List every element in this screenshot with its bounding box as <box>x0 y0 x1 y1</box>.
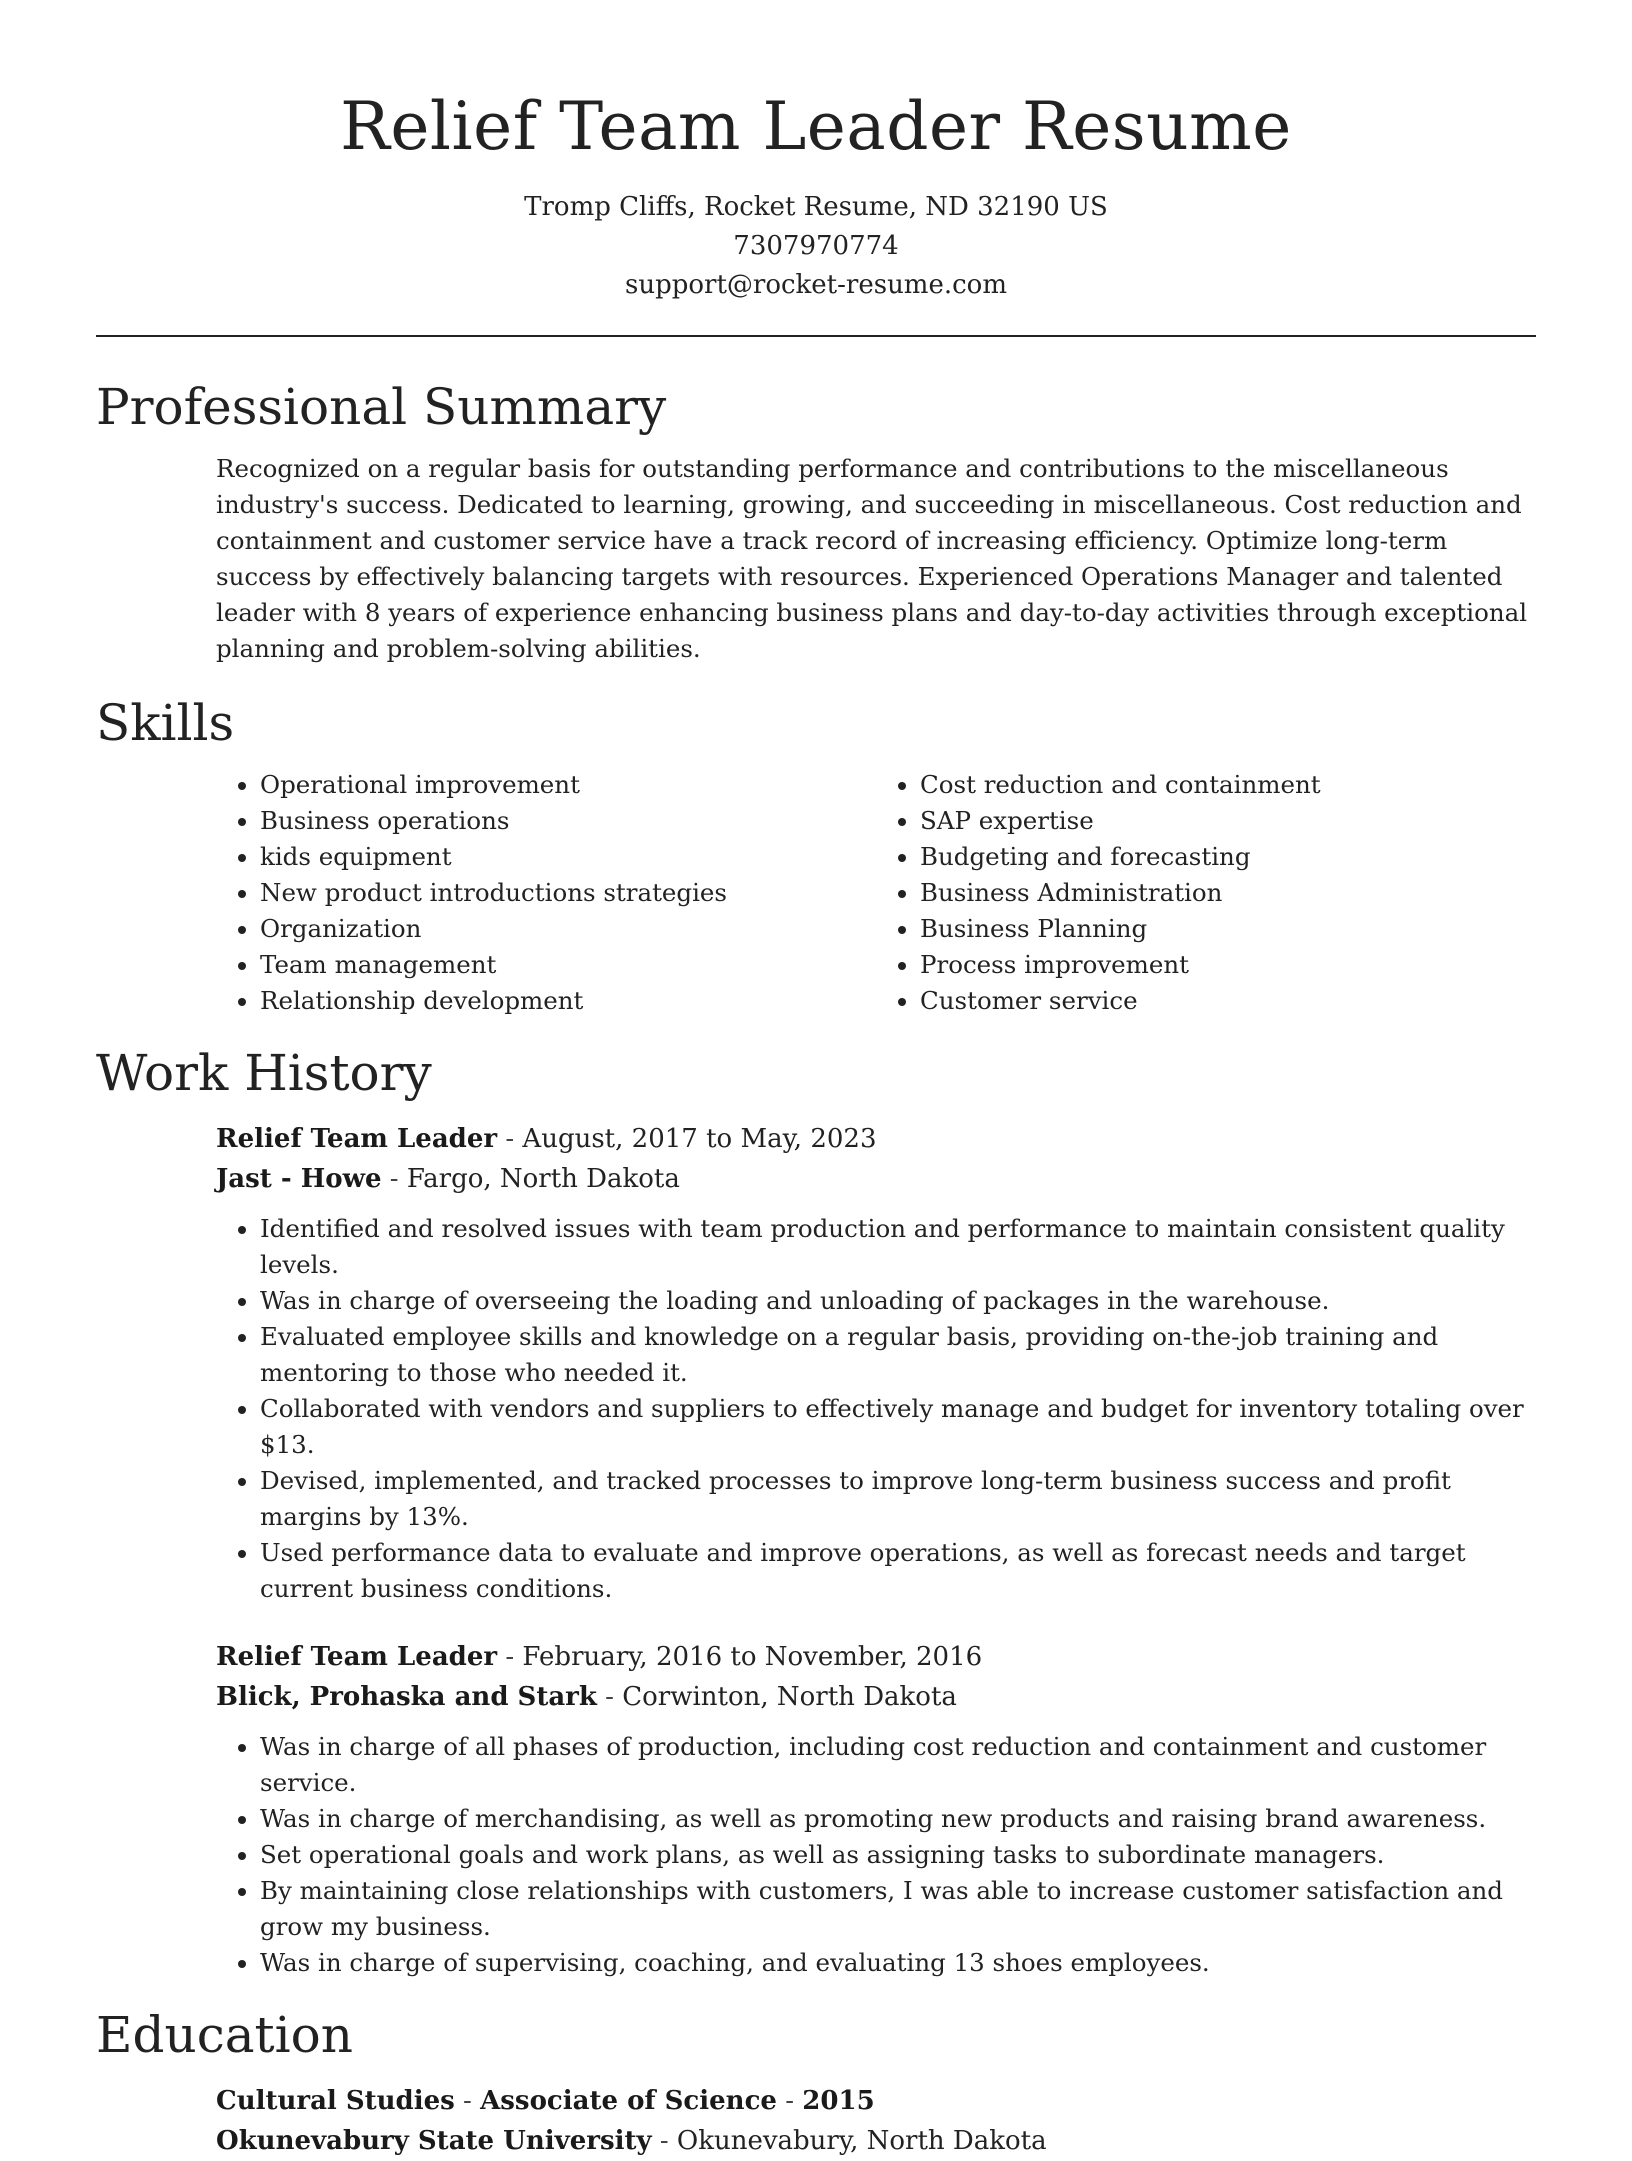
header-divider <box>96 335 1536 337</box>
summary-heading: Professional Summary <box>96 378 667 436</box>
skill-item: • Budgeting and forecasting <box>920 839 1536 875</box>
job-bullet: • Was in charge of all phases of production, including cost reduction and containment and customer service. <box>260 1729 1536 1801</box>
job-bullets <box>216 1211 1536 1607</box>
education-degree-line <box>216 2081 1536 2121</box>
contact-address: Tromp Cliffs, Rocket Resume, ND 32190 US <box>524 192 1108 222</box>
job-bullet: • Evaluated employee skills and knowledge on a regular basis, providing on-the-job training and mentoring to those who needed it. <box>260 1319 1536 1391</box>
skill-item: • Operational improvement <box>260 767 876 803</box>
job-bullets <box>216 1729 1536 1981</box>
skill-item: • SAP expertise <box>920 803 1536 839</box>
skill-item: • Process improvement <box>920 947 1536 983</box>
job-title: Relief Team Leader <box>216 1642 498 1672</box>
education-year: 2015 <box>802 2086 875 2116</box>
contact-email: support@rocket-resume.com <box>624 270 1007 300</box>
separator: - <box>596 1682 623 1712</box>
job-bullet: • Was in charge of overseeing the loading and unloading of packages in the warehouse. <box>260 1283 1536 1319</box>
job-bullet: • Devised, implemented, and tracked processes to improve long-term business success and profit margins by 13%. <box>260 1463 1536 1535</box>
education-location: Okunevabury, North Dakota <box>676 2126 1047 2156</box>
job-company-line <box>216 1159 1536 1199</box>
job-entry <box>216 1119 1536 1199</box>
skill-item: • Business Planning <box>920 911 1536 947</box>
skill-item: • Organization <box>260 911 876 947</box>
skills-list-right <box>876 767 1536 1019</box>
education-degree: Associate of Science <box>480 2086 777 2116</box>
job-bullet: • Identified and resolved issues with team production and performance to maintain consistent quality levels. <box>260 1211 1536 1283</box>
job-company: Jast - Howe <box>216 1164 382 1194</box>
skill-item: • Business Administration <box>920 875 1536 911</box>
job-dates: February, 2016 to November, 2016 <box>522 1642 983 1672</box>
summary-text: Recognized on a regular basis for outstanding performance and contributions to the miscellaneous industry's success. Dedicated to learning, growing, and succeeding in miscellaneous. Cost reduction and containment and customer service have a track record of increasing efficiency. Optimize long-term success by effectively balancing targets with resources. Experienced Operations Manager and talented leader with 8 years of experience enhancing business plans and day-to-day activities through exceptional planning and problem-solving abilities. <box>216 454 1528 663</box>
separator: - <box>497 1124 523 1154</box>
education-field: Cultural Studies <box>216 2086 455 2116</box>
separator: - <box>776 2086 803 2116</box>
job-title: Relief Team Leader <box>216 1124 498 1154</box>
education-heading: Education <box>96 2006 353 2064</box>
skill-item: • Relationship development <box>260 983 876 1019</box>
job-bullet: • Was in charge of merchandising, as well as promoting new products and raising brand awareness. <box>260 1801 1536 1837</box>
job-bullet: • By maintaining close relationships with customers, I was able to increase customer satisfaction and grow my business. <box>260 1873 1536 1945</box>
skills-section <box>96 691 1536 1019</box>
job-entry <box>216 1637 1536 1717</box>
education-school-line <box>216 2121 1536 2161</box>
separator: - <box>497 1642 523 1672</box>
skill-item: • Cost reduction and containment <box>920 767 1536 803</box>
skills-grid <box>216 767 1536 1019</box>
education-section <box>96 2003 1536 2161</box>
job-location: Fargo, North Dakota <box>406 1164 680 1194</box>
resume-page <box>96 0 1536 2161</box>
separator: - <box>454 2086 481 2116</box>
job-bullet: • Used performance data to evaluate and improve operations, as well as forecast needs and target current business conditions. <box>260 1535 1536 1607</box>
work-heading: Work History <box>96 1044 432 1102</box>
skills-heading: Skills <box>96 694 235 752</box>
job-dates: August, 2017 to May, 2023 <box>522 1124 877 1154</box>
skill-item: • Customer service <box>920 983 1536 1019</box>
contact-phone: 7307970774 <box>733 231 899 261</box>
job-title-line <box>216 1637 1536 1677</box>
contact-block <box>96 188 1536 305</box>
job-bullet: • Collaborated with vendors and suppliers to effectively manage and budget for inventory totaling over $13. <box>260 1391 1536 1463</box>
summary-section <box>96 375 1536 667</box>
work-section <box>96 1041 1536 1981</box>
page-title: Relief Team Leader Resume <box>340 88 1292 165</box>
resume-header <box>96 0 1536 305</box>
skills-list-left <box>216 767 876 1019</box>
separator: - <box>381 1164 407 1194</box>
job-location: Corwinton, North Dakota <box>622 1682 957 1712</box>
job-title-line <box>216 1119 1536 1159</box>
skill-item: • Team management <box>260 947 876 983</box>
education-school: Okunevabury State University <box>216 2126 652 2156</box>
job-bullet: • Was in charge of supervising, coaching, and evaluating 13 shoes employees. <box>260 1945 1536 1981</box>
skill-item: • kids equipment <box>260 839 876 875</box>
job-company: Blick, Prohaska and Stark <box>216 1682 597 1712</box>
job-company-line <box>216 1677 1536 1717</box>
job-bullet: • Set operational goals and work plans, as well as assigning tasks to subordinate managers. <box>260 1837 1536 1873</box>
separator: - <box>651 2126 677 2156</box>
skill-item: • New product introductions strategies <box>260 875 876 911</box>
skill-item: • Business operations <box>260 803 876 839</box>
